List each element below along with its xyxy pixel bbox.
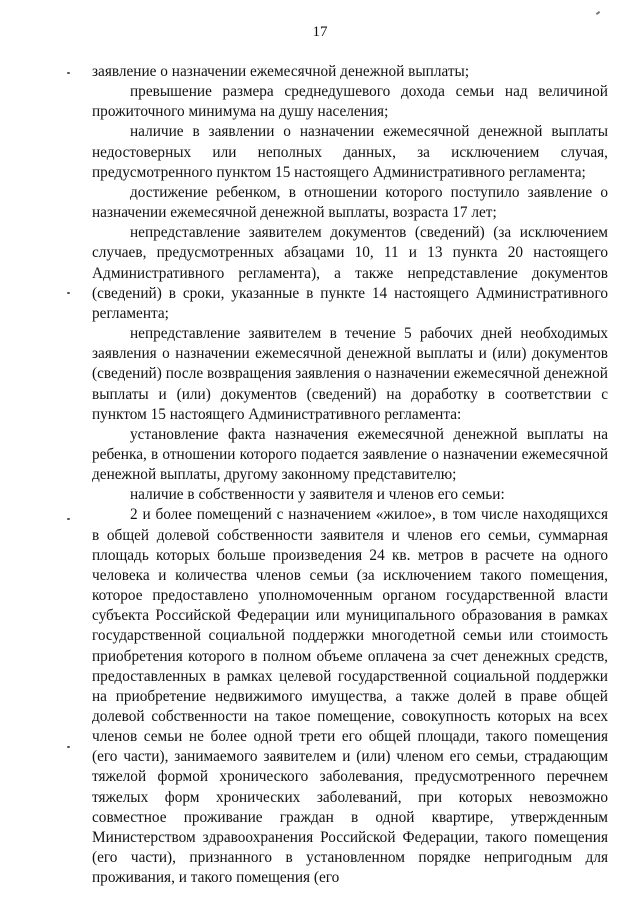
paragraph: достижение ребенком, в отношении которого поступило заявление о назначении ежемесячной денежной выплаты, возраста 17 лет; xyxy=(92,183,608,222)
paragraph: установление факта назначения ежемесячной денежной выплаты на ребенка, в отношении которого подается заявление о назначении ежемесячной денежной выплаты, другому законному представителю; xyxy=(92,425,608,484)
paragraph: заявление о назначении ежемесячной денежной выплаты; xyxy=(92,63,470,80)
page-number: 17 xyxy=(312,24,328,40)
scan-margin-dot xyxy=(67,292,70,294)
scan-margin-dot xyxy=(67,518,70,520)
paragraph: непредставление заявителем документов (сведений) (за исключением случаев, предусмотренных абзацами 10, 11 и 13 пункта 20 настоящего Административного регламента), а также непредставление документов (сведений) в сроки, указанные в пункте 14 настоящего Административного регламента; xyxy=(92,224,608,322)
document-body xyxy=(92,62,608,888)
paragraph: превышение размера среднедушевого дохода семьи над величиной прожиточного минимума на душу населения; xyxy=(92,83,608,121)
scan-corner-mark xyxy=(596,11,600,15)
paragraph: наличие в собственности у заявителя и членов его семьи: xyxy=(130,486,505,504)
paragraph: 2 и более помещений с назначением «жилое», в том числе находящихся в общей долевой собственности заявителя и членов его семьи, суммарная площадь которых больше произведения 24 кв. метров в расчете на одного человека и количества членов семьи (за исключением такого помещения, которое предоставлено уполномоченным органом государственной власти субъекта Российской Федерации или муниципального образования в рамках государственной социальной поддержки многодетной семьи или стоимость приобретения которого в полном объеме оплачена за счет денежных средств, предоставленных в рамках целевой государственной социальной поддержки на приобретение недвижимого имущества, а также долей в праве общей долевой собственности на такое помещение, совокупность которых на всех членов семьи не более одной трети его общей площади, такого помещения (его части), занимаемого заявителем и (или) членом его семьи, страдающим тяжелой формой хронического заболевания, предусмотренного перечнем тяжелых форм хронических заболеваний, при которых невозможно совместное проживание граждан в одной квартире, утвержденным Министерством здравоохранения Российской Федерации, такого помещения (его части), признанного в установленном порядке непригодным для проживания, и такого помещения (его xyxy=(92,506,608,887)
paragraph: наличие в заявлении о назначении ежемесячной денежной выплаты недостоверных или неполных данных, за исключением случая, предусмотренного пунктом 15 настоящего Административного регламента; xyxy=(92,123,608,181)
scan-margin-dot xyxy=(67,746,70,748)
scan-margin-dot xyxy=(67,72,70,74)
paragraph: непредставление заявителем в течение 5 рабочих дней необходимых заявления о назначении ежемесячной денежной выплаты и (или) документов (сведений) после возвращения заявления о назначении ежемесячной денежной выплаты и (или) документов (сведений) на доработку в соответствии с пунктом 15 настоящего Административного регламента: xyxy=(92,325,608,423)
